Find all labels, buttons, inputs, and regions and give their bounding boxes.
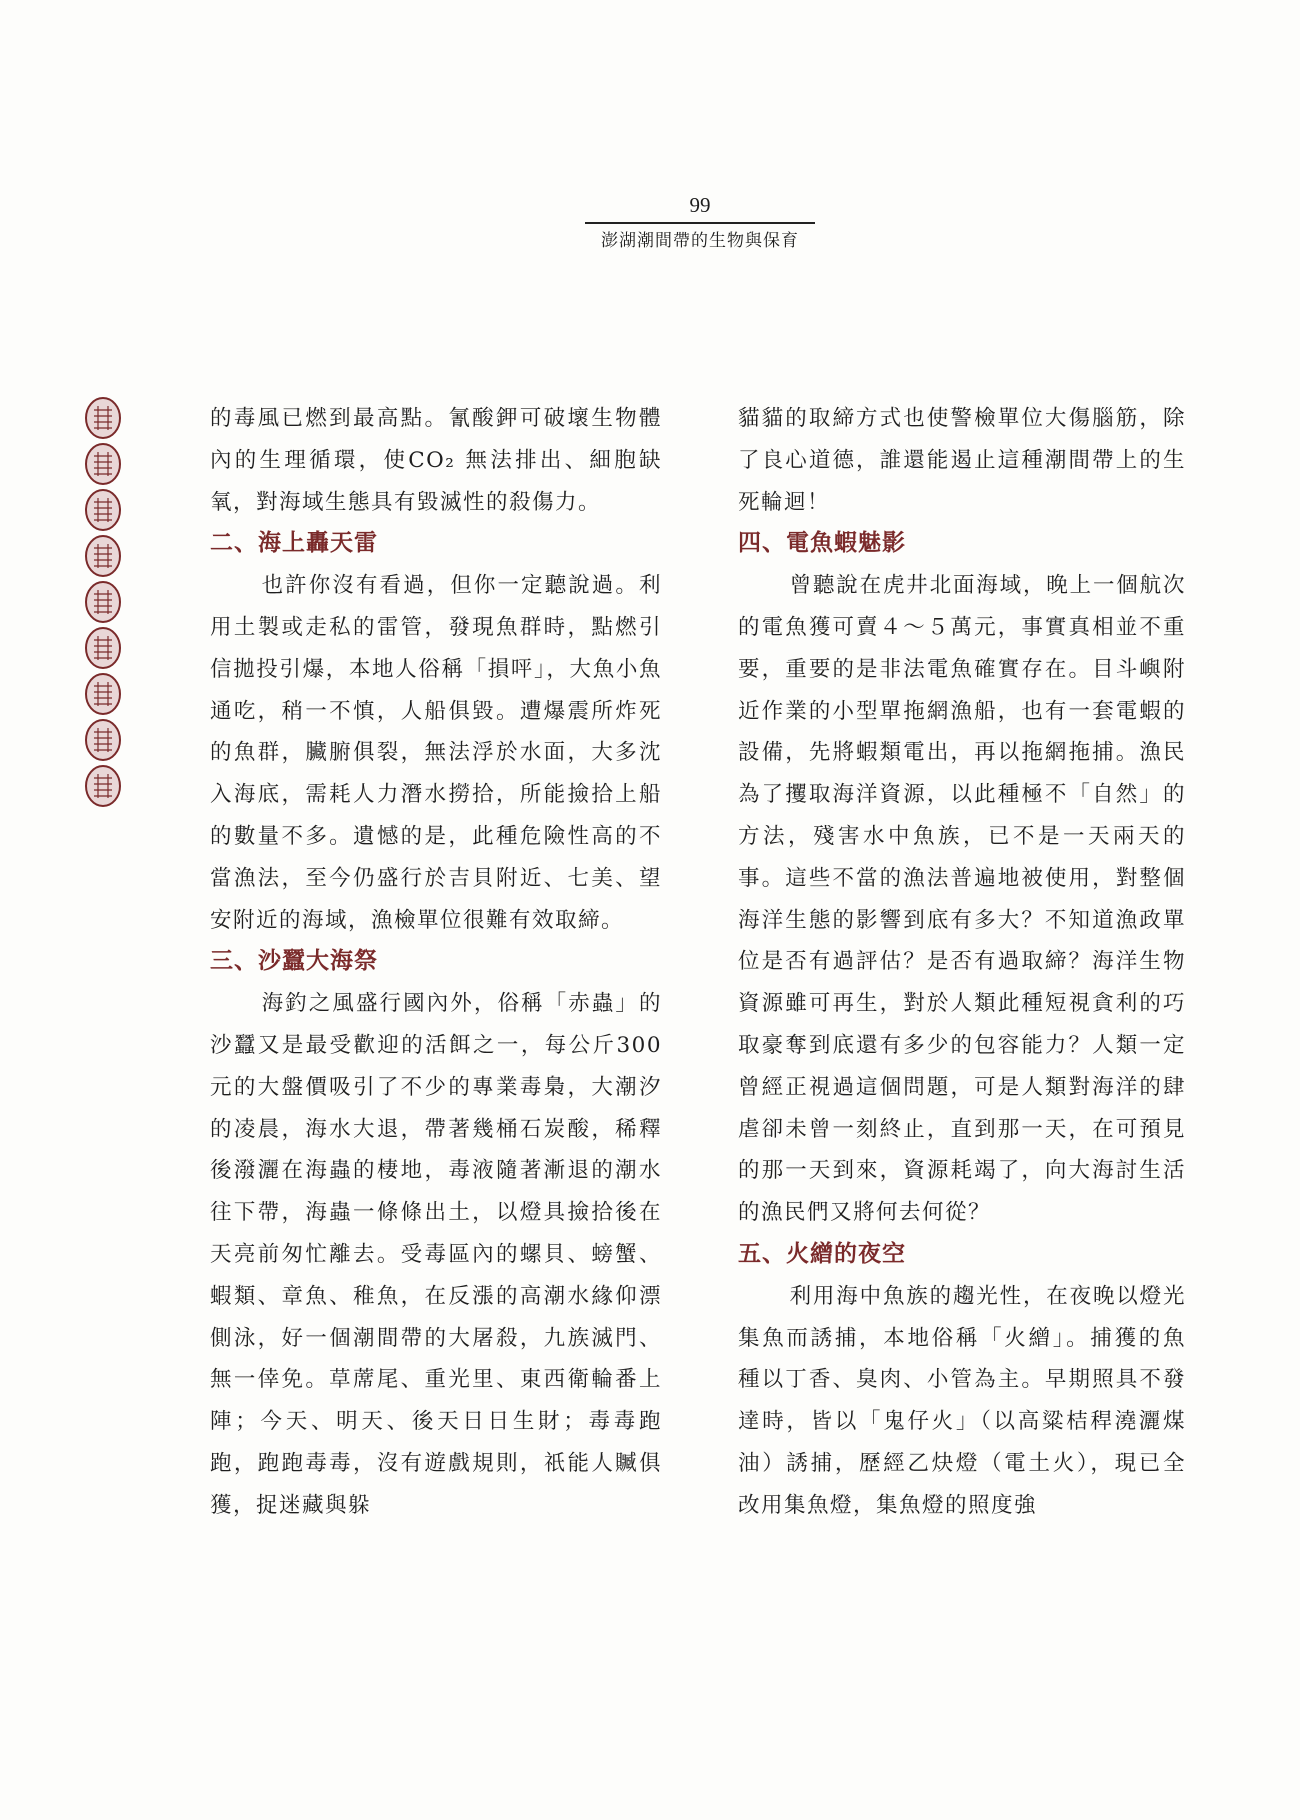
seal-icon xyxy=(84,764,122,808)
header-rule xyxy=(585,222,815,224)
seal-icon xyxy=(84,442,122,486)
book-title: 澎湖潮間帶的生物與保育 xyxy=(601,231,799,251)
paragraph: 曾聽說在虎井北面海域，晚上一個航次的電魚獲可賣４～５萬元，事實真相並不重要，重要的是非法電魚確實存在。目斗嶼附近作業的小型單拖網漁船，也有一套電蝦的設備，先將蝦類電出，再以拖網拖捕。漁民為了攫取海洋資源，以此種極不「自然」的方法，殘害水中魚族，已不是一天兩天的事。這些不當的漁法普遍地被使用，對整個海洋生態的影響到底有多大？不知道漁政單位是否有過評估？是否有過取締？海洋生物資源雖可再生，對於人類此種短視貪利的巧取豪奪到底還有多少的包容能力？人類一定曾經正視過這個問題，可是人類對海洋的肆虐卻未曾一刻終止，直到那一天，在可預見的那一天到來，資源耗竭了，向大海討生活的漁民們又將何去何從？ xyxy=(738,573,1186,1226)
running-header xyxy=(585,192,815,252)
seal-icon xyxy=(84,580,122,624)
section-heading: 五、火繒的夜空 xyxy=(738,1240,906,1267)
right-column xyxy=(738,398,1186,1527)
paragraph: 的毒風已燃到最高點。氰酸鉀可破壞生物體內的生理循環，使CO₂ 無法排出、細胞缺氧，對海域生態具有毀滅性的殺傷力。 xyxy=(210,406,662,515)
paragraph: 海釣之風盛行國內外，俗稱「赤蟲」的沙蠶又是最受歡迎的活餌之一，每公斤300元的大盤價吸引了不少的專業毒梟，大潮汐的凌晨，海水大退，帶著幾桶石炭酸，稀釋後潑灑在海蟲的棲地，毒液隨著漸退的潮水往下帶，海蟲一條條出土，以燈具撿拾後在天亮前匆忙離去。受毒區內的螺貝、螃蟹、蝦類、章魚、稚魚，在反漲的高潮水緣仰漂側泳，好一個潮間帶的大屠殺，九族滅門、無一倖免。草蓆尾、重光里、東西衛輪番上陣；今天、明天、後天日日生財；毒毒跑跑，跑跑毒毒，沒有遊戲規則，祇能人贓俱獲，捉迷藏與躲 xyxy=(210,991,662,1518)
seal-icon xyxy=(84,718,122,762)
seal-icon xyxy=(84,672,122,716)
seal-icon xyxy=(84,626,122,670)
seal-icon xyxy=(84,488,122,532)
paragraph: 利用海中魚族的趨光性，在夜晚以燈光集魚而誘捕，本地俗稱「火繒」。捕獲的魚種以丁香、臭肉、小管為主。早期照具不發達時，皆以「鬼仔火」（以高粱桔稈澆灑煤油）誘捕，歷經乙炔燈（電土火），現已全改用集魚燈，集魚燈的照度強 xyxy=(738,1283,1186,1518)
paragraph: 貓貓的取締方式也使警檢單位大傷腦筋，除了良心道德，誰還能遏止這種潮間帶上的生死輪迴！ xyxy=(738,406,1186,515)
seal-icon xyxy=(84,396,122,440)
margin-seal-strip xyxy=(84,396,124,810)
left-column xyxy=(210,398,662,1527)
section-heading: 二、海上轟天雷 xyxy=(210,530,378,557)
page-number: 99 xyxy=(689,193,711,217)
seal-icon xyxy=(84,534,122,578)
paragraph: 也許你沒有看過，但你一定聽說過。利用土製或走私的雷管，發現魚群時，點燃引信拋投引爆，本地人俗稱「損呯」，大魚小魚通吃，稍一不慎，人船俱毀。遭爆震所炸死的魚群，臟腑俱裂，無法浮於水面，大多沈入海底，需耗人力潛水撈拾，所能撿拾上船的數量不多。遺憾的是，此種危險性高的不當漁法，至今仍盛行於吉貝附近、七美、望安附近的海域，漁檢單位很難有效取締。 xyxy=(210,573,662,933)
section-heading: 三、沙蠶大海祭 xyxy=(210,948,378,975)
section-heading: 四、電魚蝦魅影 xyxy=(738,530,906,557)
